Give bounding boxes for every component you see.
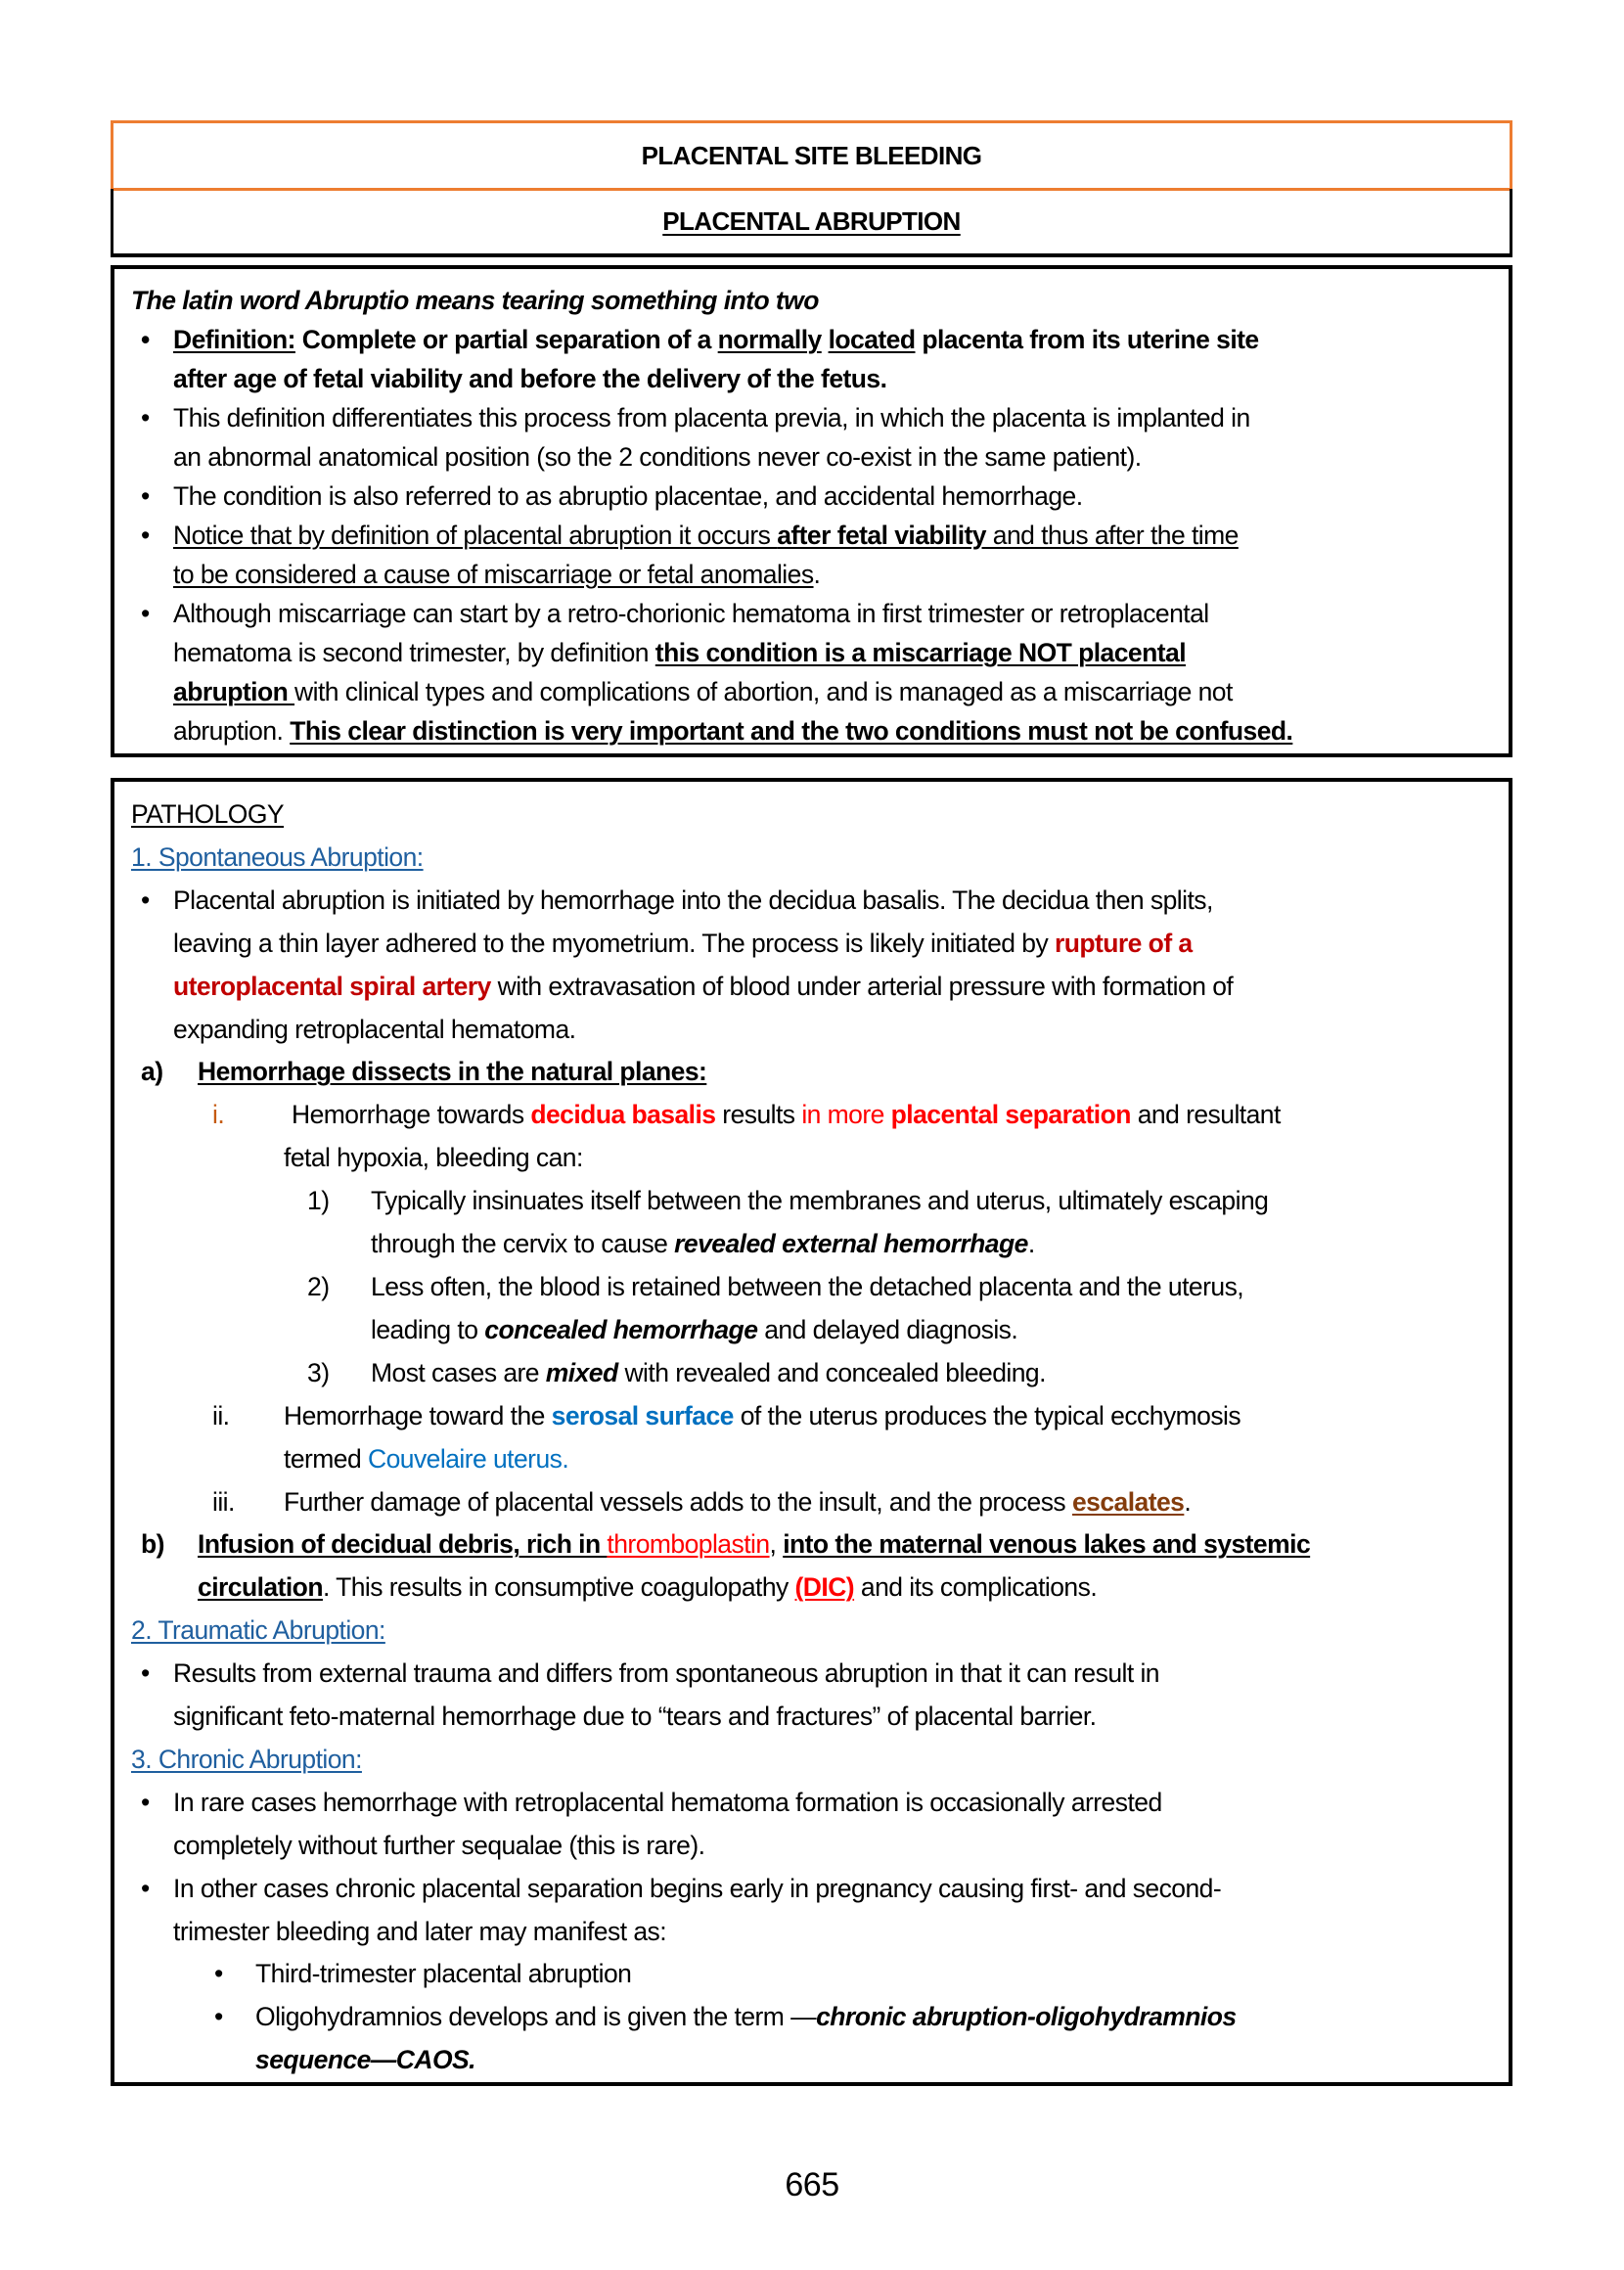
- topic-title-box: [111, 189, 1512, 257]
- item-1-cont: through the cervix to cause revealed external hemorrhage.: [371, 1229, 1035, 1259]
- bullet-icon: •: [141, 1787, 150, 1817]
- notice-bullet-cont: to be considered a cause of miscarriage or fetal anomalies.: [173, 560, 821, 589]
- previa-bullet-cont: an abnormal anatomical position (so the 2 conditions never co-exist in the same patient).: [173, 442, 1142, 472]
- bullet-icon: •: [141, 599, 150, 628]
- aka-bullet: • The condition is also referred to as abruptio placentae, and accidental hemorrhage.: [131, 477, 1495, 516]
- item-2-cont: leading to concealed hemorrhage and delayed diagnosis.: [371, 1314, 1018, 1344]
- item-3: 3) Most cases are mixed with revealed and concealed bleeding.: [131, 1352, 1495, 1395]
- traumatic-bullet-cont: significant feto-maternal hemorrhage due to “tears and fractures” of placental barrier.: [173, 1702, 1097, 1732]
- bullet-icon: •: [141, 481, 150, 511]
- miscarriage-bullet-cont: abruption. This clear distinction is very important and the two conditions must not be confused.: [173, 716, 1293, 746]
- spontaneous-heading: 1. Spontaneous Abruption:: [131, 841, 424, 872]
- definition-bullet-cont: after age of fetal viability and before the delivery of the fetus.: [173, 364, 887, 393]
- bullet-icon: •: [141, 1658, 150, 1689]
- chronic-bullet-2: • In other cases chronic placental separation begins early in pregnancy causing first- and second-: [131, 1868, 1495, 1911]
- list-marker: i.: [212, 1100, 225, 1130]
- spontaneous-bullet-cont: uteroplacental spiral artery with extravasation of blood under arterial pressure with formation of: [173, 971, 1234, 1001]
- item-a-ii-cont: termed Couvelaire uterus.: [284, 1443, 569, 1474]
- bullet-icon: •: [214, 1959, 223, 1989]
- chronic-sub-bullet-2: • Oligohydramnios develops and is given the term —chronic abruption-oligohydramnios: [131, 1996, 1495, 2039]
- bullet-icon: •: [214, 2002, 223, 2032]
- list-marker: b): [141, 1529, 164, 1560]
- list-marker: 2): [307, 1271, 330, 1301]
- chronic-bullet-1-cont: completely without further sequalae (this is rare).: [173, 1830, 705, 1860]
- item-2: 2) Less often, the blood is retained between the detached placenta and the uterus,: [131, 1266, 1495, 1309]
- bullet-icon: •: [141, 403, 150, 432]
- list-marker: a): [141, 1057, 163, 1087]
- traumatic-heading: 2. Traumatic Abruption:: [131, 1615, 385, 1646]
- notice-bullet: • Notice that by definition of placental abruption it occurs after fetal viability and thus after the time: [131, 516, 1495, 555]
- bullet-icon: •: [141, 325, 150, 354]
- miscarriage-bullet: • Although miscarriage can start by a retro-chorionic hematoma in first trimester or retroplacental: [131, 594, 1495, 633]
- chronic-sub-bullet-2-cont: sequence—CAOS.: [255, 2045, 475, 2075]
- item-a-ii: ii. Hemorrhage toward the serosal surface of the uterus produces the typical ecchymosis: [131, 1395, 1495, 1438]
- chronic-heading: 3. Chronic Abruption:: [131, 1744, 362, 1774]
- bullet-icon: •: [141, 521, 150, 550]
- item-a: a) Hemorrhage dissects in the natural planes:: [131, 1051, 1495, 1094]
- miscarriage-bullet-cont: hematoma is second trimester, by definition this condition is a miscarriage NOT placental: [173, 638, 1187, 667]
- item-a-iii: iii. Further damage of placental vessels adds to the insult, and the process escalates.: [131, 1481, 1495, 1524]
- list-marker: ii.: [212, 1400, 230, 1430]
- section-title: PLACENTAL SITE BLEEDING: [641, 140, 982, 170]
- chronic-bullet-2-cont: trimester bleeding and later may manifest as:: [173, 1916, 667, 1946]
- definition-bullet: • Definition: Complete or partial separation of a normally located placenta from its uterine site: [131, 320, 1495, 359]
- spontaneous-bullet: • Placental abruption is initiated by hemorrhage into the decidua basalis. The decidua then splits,: [131, 880, 1495, 923]
- previa-bullet: • This definition differentiates this process from placenta previa, in which the placenta is implanted in: [131, 398, 1495, 437]
- list-marker: 1): [307, 1186, 330, 1216]
- traumatic-bullet: • Results from external trauma and differs from spontaneous abruption in that it can result in: [131, 1653, 1495, 1696]
- pathology-box: [111, 778, 1512, 2086]
- bullet-icon: •: [141, 1873, 150, 1903]
- pathology-heading: PATHOLOGY: [131, 799, 285, 829]
- item-b-cont: circulation. This results in consumptive coagulopathy (DIC) and its complications.: [198, 1572, 1098, 1603]
- chronic-sub-bullet-1: • Third-trimester placental abruption: [131, 1953, 1495, 1996]
- list-marker: iii.: [212, 1486, 235, 1517]
- intro-box: [111, 265, 1512, 757]
- spontaneous-bullet-cont: leaving a thin layer adhered to the myometrium. The process is likely initiated by rupture of a: [173, 928, 1193, 958]
- miscarriage-bullet-cont: abruption with clinical types and complications of abortion, and is managed as a miscarriage not: [173, 677, 1233, 706]
- bullet-icon: •: [141, 885, 150, 915]
- list-marker: 3): [307, 1357, 330, 1387]
- latin-note: The latin word Abruptio means tearing something into two: [131, 286, 819, 315]
- item-a-i-cont: fetal hypoxia, bleeding can:: [284, 1143, 583, 1173]
- topic-title: PLACENTAL ABRUPTION: [662, 205, 961, 236]
- section-title-box: [111, 120, 1512, 191]
- item-b: b) Infusion of decidual debris, rich in thromboplastin, into the maternal venous lakes and systemic: [131, 1523, 1495, 1566]
- page-number: 665: [785, 2166, 839, 2203]
- item-1: 1) Typically insinuates itself between the membranes and uterus, ultimately escaping: [131, 1180, 1495, 1223]
- chronic-bullet-1: • In rare cases hemorrhage with retroplacental hematoma formation is occasionally arrested: [131, 1782, 1495, 1825]
- item-a-i: i. Hemorrhage towards decidua basalis results in more placental separation and resultant: [131, 1094, 1495, 1137]
- spontaneous-bullet-cont: expanding retroplacental hematoma.: [173, 1014, 576, 1044]
